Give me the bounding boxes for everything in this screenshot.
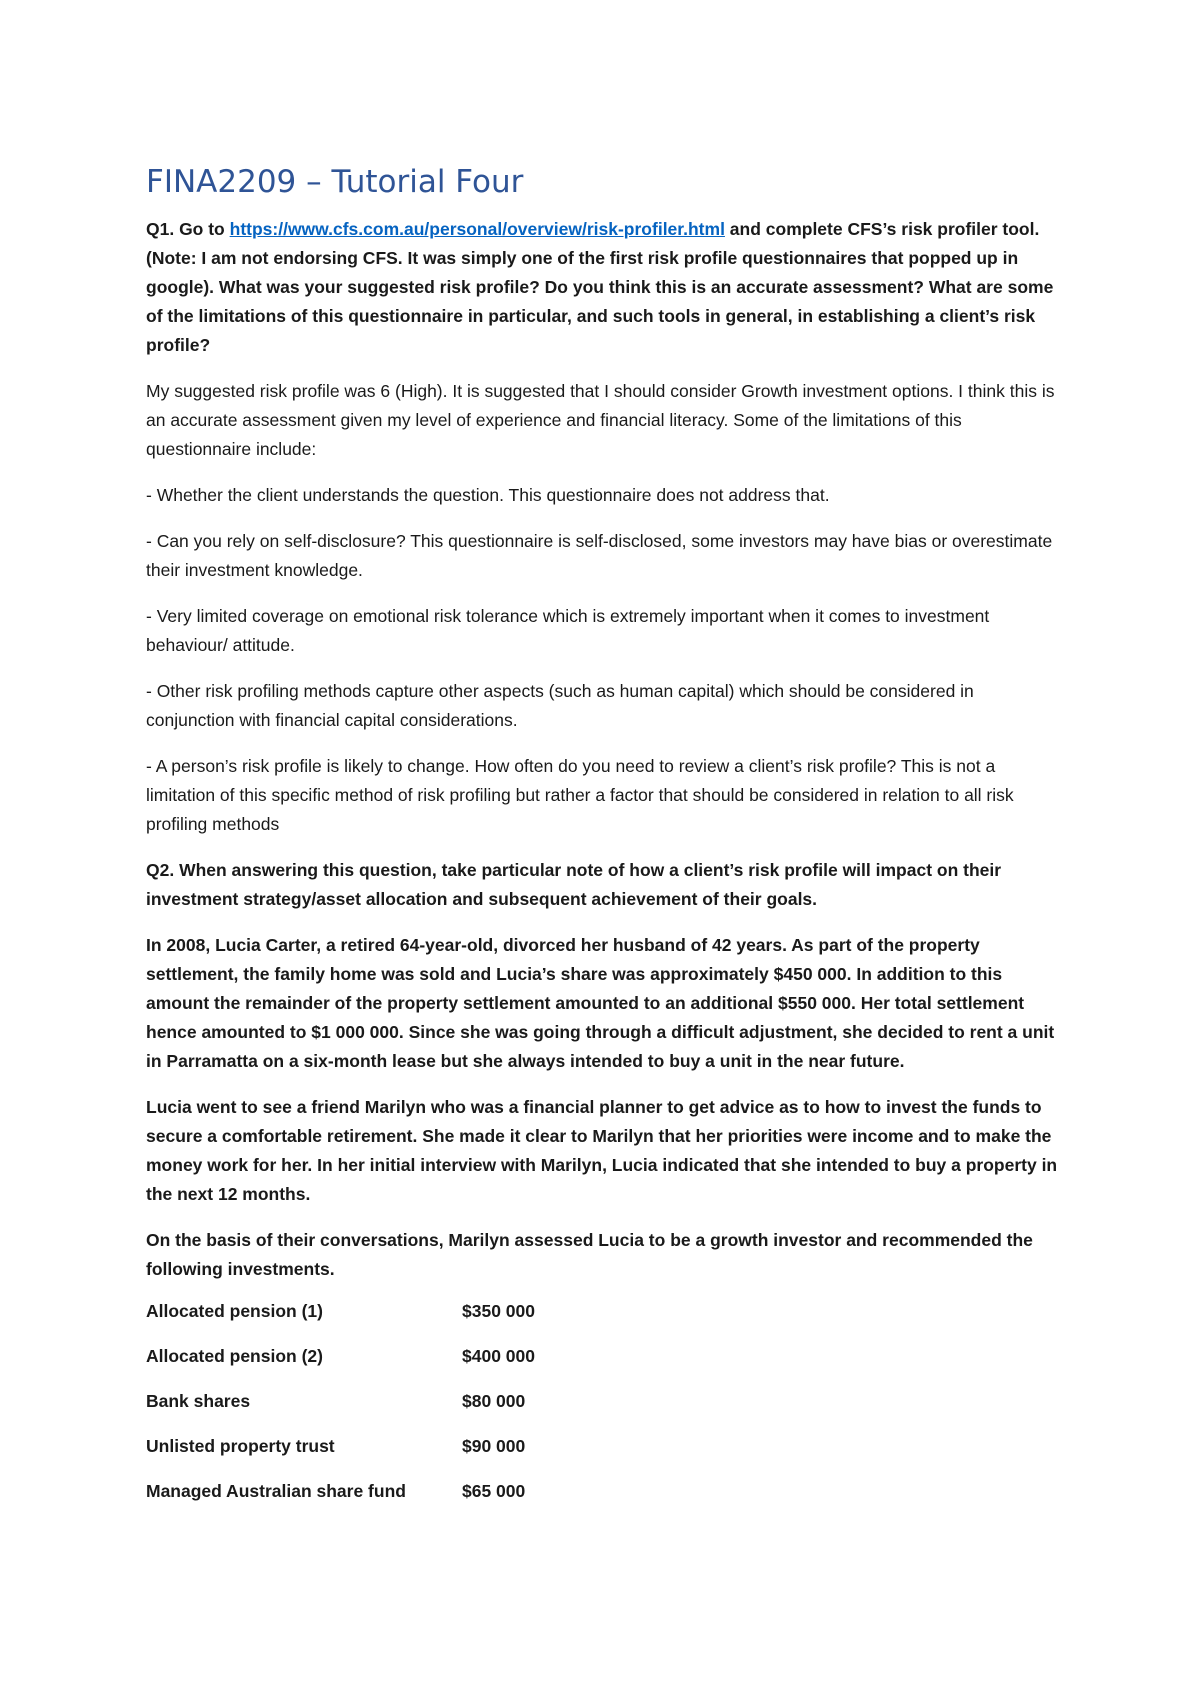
investments-table bbox=[146, 1301, 535, 1526]
answer-1-point: - Whether the client understands the question. This questionnaire does not address that. bbox=[146, 485, 830, 506]
table-row bbox=[146, 1436, 535, 1481]
case-paragraph-2: Lucia went to see a friend Marilyn who was a financial planner to get advice as to how to invest the funds to secure a comfortable retirement. She made it clear to Marilyn that her priorities were income and to make the money work for her. In her initial interview with Marilyn, Lucia indicated that she intended to buy a property in the next 12 months. bbox=[146, 1097, 1058, 1205]
table-row bbox=[146, 1301, 535, 1346]
investment-label: Managed Australian share fund bbox=[146, 1481, 406, 1502]
investment-label: Allocated pension (1) bbox=[146, 1301, 323, 1322]
investment-label: Allocated pension (2) bbox=[146, 1346, 323, 1367]
case-paragraph-3: On the basis of their conversations, Marilyn assessed Lucia to be a growth investor and recommended the following investments. bbox=[146, 1230, 1033, 1280]
investment-amount: $350 000 bbox=[462, 1301, 535, 1322]
table-row bbox=[146, 1391, 535, 1436]
answer-1-point: - Other risk profiling methods capture other aspects (such as human capital) which should be considered in conjunction with financial capital considerations. bbox=[146, 681, 974, 731]
investment-label: Bank shares bbox=[146, 1391, 251, 1412]
answer-1-intro: My suggested risk profile was 6 (High). It is suggested that I should consider Growth investment options. I think this is an accurate assessment given my level of experience and financial literacy. Some of the limitations of this questionnaire include: bbox=[146, 381, 1055, 460]
investment-amount: $80 000 bbox=[462, 1391, 526, 1412]
document-title: FINA2209 – Tutorial Four bbox=[146, 164, 524, 200]
question-1 bbox=[146, 215, 1066, 360]
table-row bbox=[146, 1481, 535, 1526]
answer-1-point: - Can you rely on self-disclosure? This questionnaire is self-disclosed, some investors may have bias or overestimate their investment knowledge. bbox=[146, 531, 1053, 581]
answer-1-point: - Very limited coverage on emotional risk tolerance which is extremely important when it comes to investment behaviour/ attitude. bbox=[146, 606, 990, 656]
table-row bbox=[146, 1346, 535, 1391]
investment-label: Unlisted property trust bbox=[146, 1436, 335, 1457]
investment-amount: $90 000 bbox=[462, 1436, 526, 1457]
q1-suffix: and complete CFS’s risk profiler tool. (Note: I am not endorsing CFS. It was simply one of the first risk profile questionnaires that popped up in google). What was your suggested risk profile? Do you think this is an accurate assessment? What are some of the limitations of this questionnaire in particular, and such tools in general, in establishing a client’s risk profile? bbox=[146, 219, 1054, 356]
investment-amount: $65 000 bbox=[462, 1481, 526, 1502]
document-page bbox=[146, 164, 1066, 1526]
q1-prefix: Q1. Go to bbox=[146, 219, 230, 240]
question-2: Q2. When answering this question, take particular note of how a client’s risk profile will impact on their investment strategy/asset allocation and subsequent achievement of their goals. bbox=[146, 860, 1002, 910]
investment-amount: $400 000 bbox=[462, 1346, 535, 1367]
answer-1-point: - A person’s risk profile is likely to change. How often do you need to review a client’s risk profile? This is not a limitation of this specific method of risk profiling but rather a factor that should be considered in relation to all risk profiling methods bbox=[146, 756, 1014, 835]
case-paragraph-1: In 2008, Lucia Carter, a retired 64-year-old, divorced her husband of 42 years. As part of the property settlement, the family home was sold and Lucia’s share was approximately $450 000. In addition to this amount the remainder of the property settlement amounted to an additional $550 000. Her total settlement hence amounted to $1 000 000. Since she was going through a difficult adjustment, she decided to rent a unit in Parramatta on a six-month lease but she always intended to buy a unit in the near future. bbox=[146, 935, 1055, 1072]
cfs-risk-profiler-link[interactable]: https://www.cfs.com.au/personal/overview/risk-profiler.html bbox=[229, 219, 725, 240]
